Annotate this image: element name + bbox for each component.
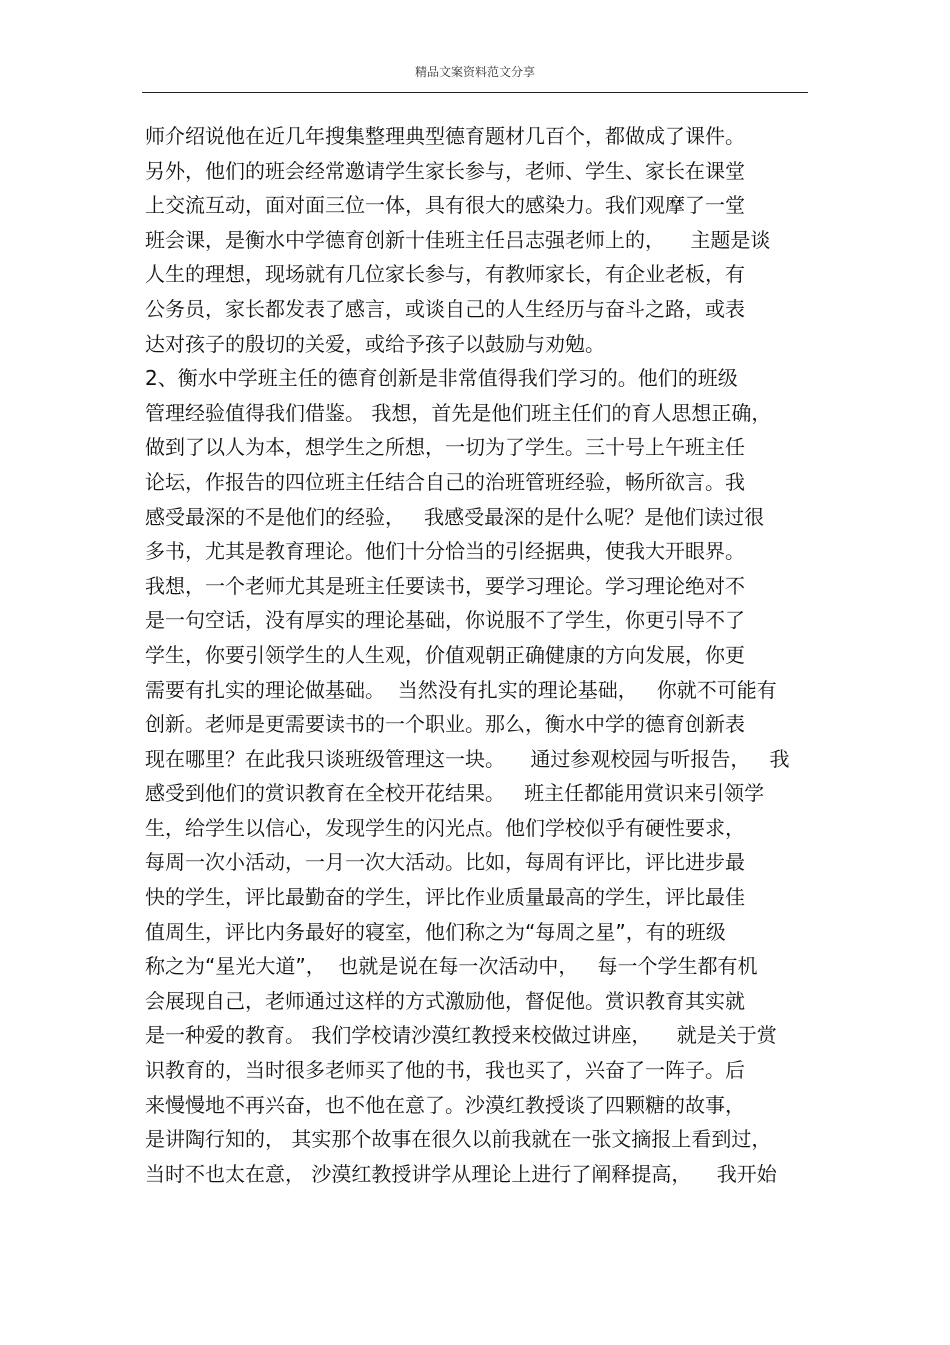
text-line: 感受最深的不是他们的经验， 我感受最深的是什么呢？是他们读过很: [145, 504, 765, 529]
text-line: 感受到他们的赏识教育在全校开花结果。 班主任都能用赏识来引领学: [145, 781, 765, 806]
text-line: 称之为“星光大道”， 也就是说在每一次活动中， 每一个学生都有机: [145, 954, 758, 979]
text-line: 值周生，评比内务最好的寝室，他们称之为“每周之星”，有的班级: [145, 919, 726, 944]
text-line: 师介绍说他在近几年搜集整理典型德育题材几百个，都做成了课件。: [145, 124, 745, 148]
text-line: 人生的理想，现场就有几位家长参与，有教师家长，有企业老板，有: [145, 262, 745, 287]
text-line: 管理经验值得我们借鉴。 我想，首先是他们班主任们的育人思想正确，: [145, 400, 772, 425]
text-line: 快的学生，评比最勤奋的学生，评比作业质量最高的学生，评比最佳: [145, 885, 745, 910]
text-line: 上交流互动，面对面三位一体，具有很大的感染力。我们观摩了一堂: [145, 193, 745, 218]
text-line: 识教育的，当时很多老师买了他的书，我也买了，兴奋了一阵子。后: [145, 1058, 745, 1083]
text-line: 来慢慢地不再兴奋，也不他在意了。沙漠红教授谈了四颗糖的故事，: [145, 1092, 745, 1117]
text-line: 当时不也太在意， 沙漠红教授讲学从理论上进行了阐释提高， 我开始: [145, 1161, 777, 1186]
text-line: 做到了以人为本，想学生之所想，一切为了学生。三十号上午班主任: [145, 435, 745, 460]
document-body: [145, 119, 810, 1191]
text-line: 多书，尤其是教育理论。他们十分恰当的引经据典，使我大开眼界。: [145, 539, 745, 564]
text-line: 创新。老师是更需要读书的一个职业。那么，衡水中学的德育创新表: [145, 712, 745, 737]
text-line: 班会课，是衡水中学德育创新十佳班主任吕志强老师上的， 主题是谈: [145, 227, 771, 252]
text-line: 公务员，家长都发表了感言，或谈自己的人生经历与奋斗之路，或表: [145, 296, 745, 321]
text-line: 是一句空话，没有厚实的理论基础，你说服不了学生，你更引导不了: [145, 608, 745, 633]
text-line: 论坛，作报告的四位班主任结合自己的治班管班经验，畅所欲言。我: [145, 469, 745, 494]
text-line: 我想，一个老师尤其是班主任要读书，要学习理论。学习理论绝对不: [145, 573, 745, 598]
text-line: 是讲陶行知的， 其实那个故事在很久以前我就在一张文摘报上看到过，: [145, 1127, 772, 1152]
text-line: 是一种爱的教育。 我们学校请沙漠红教授来校做过讲座， 就是关于赏: [145, 1023, 777, 1048]
text-line: 生，给学生以信心，发现学生的闪光点。他们学校似乎有硬性要求，: [145, 815, 745, 840]
header-divider: [142, 92, 808, 93]
page-header: 精品文案资料范文分享: [414, 65, 535, 79]
text-line: 另外，他们的班会经常邀请学生家长参与，老师、学生、家长在课堂: [145, 158, 745, 183]
text-line: 会展现自己，老师通过这样的方式激励他，督促他。赏识教育其实就: [145, 988, 745, 1013]
text-line: 需要有扎实的理论做基础。 当然没有扎实的理论基础， 你就不可能有: [145, 677, 777, 702]
text-line: 学生，你要引领学生的人生观，价值观朝正确健康的方向发展，你更: [145, 642, 745, 667]
text-line: 每周一次小活动，一月一次大活动。比如，每周有评比，评比进步最: [145, 850, 745, 875]
text-line: 达对孩子的殷切的关爱，或给予孩子以鼓励与劝勉。: [145, 331, 605, 356]
text-line: 现在哪里？在此我只谈班级管理这一块。 通过参观校园与听报告， 我: [145, 746, 790, 771]
text-line: 2、衡水中学班主任的德育创新是非常值得我们学习的。他们的班级: [145, 366, 738, 391]
